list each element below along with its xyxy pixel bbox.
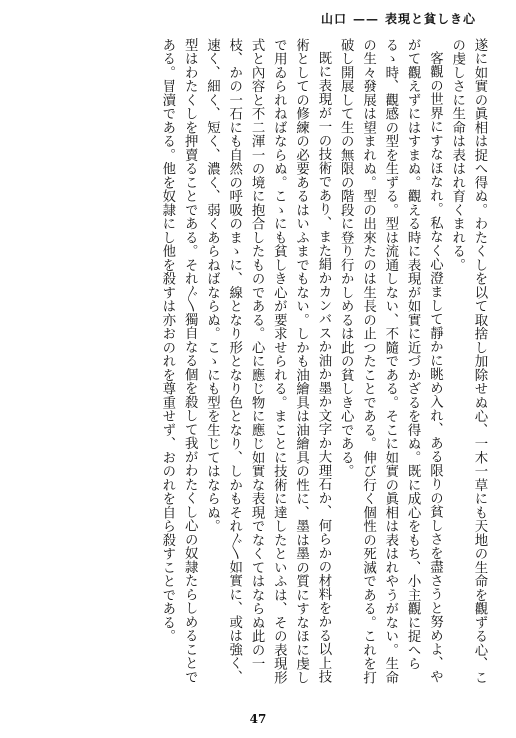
running-header xyxy=(46,10,476,30)
paragraph-4: 型はわたくしを押賣ることである。それ〴〵獨自なる個を殺して我がわたくし心の奴隷たらしめることである。冒瀆である。他を奴隷にし他を殺すは亦おのれを尊重せず、おのれを自ら殺すことである。 xyxy=(159,38,198,684)
paragraph-3: 既に表現が一の技術であり、また絹かカンバスか油か墨か文字か大理石か、何らかの材料をかる以上技術としての修練の必要あるはいふまでもない。しかも油繪具は油繪具の性に、墨は墨の質にすなほに虔しで用ゐられねばならぬ。こゝにも貧しき心が要求せられる。まことに技術に達したといふは、その表現形式と內容と不二渾一の境に抱合したものである。心に應じ物に應じ如實な表現でなくてはならぬ此の一枝、かの一石にも自然の呼吸のまゝに、線となり形となり色となり、しかもそれ〴〵如實に、或は強く、速く、細く、短く、濃く、弱くあらねばならぬ。こゝにも型を生じてはならぬ。 xyxy=(204,38,331,685)
header-chapter-title: 表現と貧しき心 xyxy=(384,12,476,26)
paragraph-2: 客觀の世界にすなほなれ。私なく心澄まして靜かに眺め入れ、ある限りの貧しさを盡さうと努めよ、やがて觀えずにはすまぬ。觀える時に表現が如實に近づかざるを得ぬ。既に成心をもち、小主觀に捉へらるゝ時、觀感の型を生ずる。型は流通しない、不隨である。そこに如實の眞相は表はれやうがない。生命の生々發展は望まれぬ。型の出來たのは生長の止つたことである。伸び行く個性の死滅である。これを打破し開展して生の無限の階段に登り行かしめるは此の貧しき心である。 xyxy=(338,38,443,685)
paragraph-1: 遂に如實の眞相は捉へ得ぬ。わたくしを以て取捨し加除せぬ心、一木一草にも天地の生命を觀ずる心、この虔しさに生命は表はれ育くまれる。 xyxy=(449,38,487,685)
vertical-body-text xyxy=(42,38,490,686)
header-author: 山口 xyxy=(320,12,347,26)
page-number: 47 xyxy=(249,712,267,726)
header-dash: —— xyxy=(352,12,379,26)
